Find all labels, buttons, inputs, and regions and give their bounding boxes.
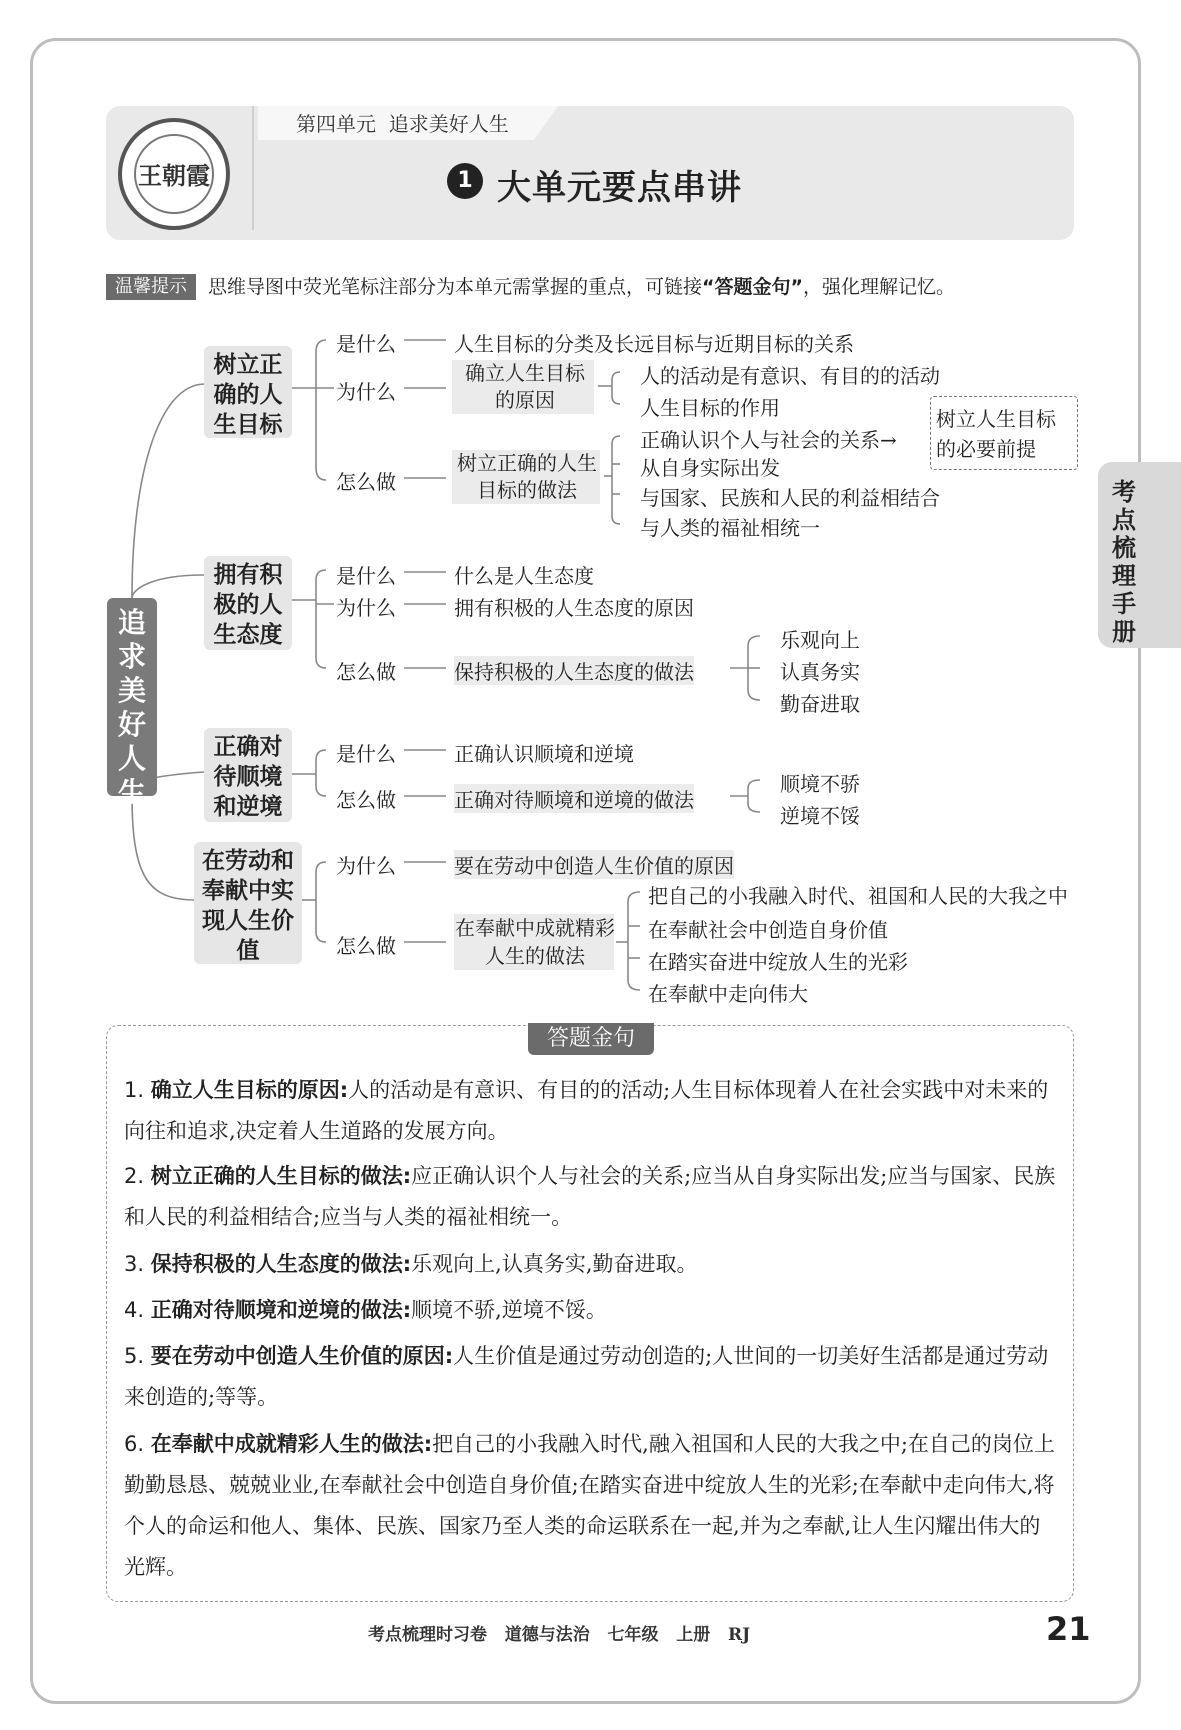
b1-how-item: 从自身实际出发 (640, 456, 780, 480)
b3-how-item: 逆境不馁 (780, 804, 860, 828)
b1-why-text: 确立人生目标的原因 (465, 361, 585, 412)
answer-head: 正确对待顺境和逆境的做法: (150, 1298, 412, 1322)
page-number: 21 (1046, 1610, 1091, 1648)
b1-q-what: 是什么 (336, 332, 396, 356)
b2-why-text: 拥有积极的人生态度的原因 (454, 596, 694, 620)
b2-how-item: 勤奋进取 (780, 692, 860, 716)
b2-how-text: 保持积极的人生态度的做法 (454, 656, 694, 685)
b1-how-item: 与人类的福祉相统一 (640, 516, 820, 540)
b4-how-item: 在踏实奋进中绽放人生的光彩 (648, 950, 908, 974)
answer-head: 树立正确的人生目标的做法: (150, 1164, 412, 1188)
section-number-badge: 1 (447, 163, 483, 199)
b2-q-what: 是什么 (336, 564, 396, 588)
tip-label: 温馨提示 (106, 274, 196, 300)
b3-what-text: 正确认识顺境和逆境 (454, 742, 634, 766)
b1-q-how: 怎么做 (336, 470, 396, 494)
b4-how-item: 把自己的小我融入时代、祖国和人民的大我之中 (648, 884, 1068, 908)
prerequisite-note: 树立人生目标的必要前提 (936, 407, 1056, 461)
b1-why-item: 人的活动是有意识、有目的的活动 (640, 364, 940, 388)
answer-box-title: 答题金句 (528, 1023, 654, 1055)
b3-how-text: 正确对待顺境和逆境的做法 (454, 784, 694, 813)
answer-head: 要在劳动中创造人生价值的原因: (150, 1344, 454, 1368)
b2-q-why: 为什么 (336, 596, 396, 620)
logo-text: 王朝霞 (138, 161, 210, 190)
tip-text-before: 思维导图中荧光笔标注部分为本单元需掌握的重点，可链接 (208, 276, 703, 298)
answer-item (124, 1290, 1059, 1331)
answer-head: 确立人生目标的原因: (150, 1078, 349, 1102)
tip-text-bold: “答题金句” (702, 276, 803, 298)
b3-how-item: 顺境不骄 (780, 772, 860, 796)
answer-num: 4. (124, 1298, 145, 1322)
answer-num: 6. (124, 1432, 145, 1456)
answer-body: 把自己的小我融入时代,融入祖国和人民的大我之中;在自己的岗位上勤勤恳恳、兢兢业业,在奉献社会中创造自身价值;在踏实奋进中绽放人生的光彩;在奉献中走向伟大,将个人的命运和他人、集体、民族、国家乃至人类的命运联系在一起,并为之奉献,让人生闪耀出伟大的光辉。 (124, 1432, 1055, 1579)
b1-how-text: 树立正确的人生目标的做法 (457, 451, 597, 502)
answer-body: 人的活动是有意识、有目的的活动;人生目标体现着人在社会实践中对未来的向往和追求,决定着人生道路的发展方向。 (124, 1078, 1049, 1143)
answer-item (124, 1424, 1059, 1588)
answer-num: 2. (124, 1164, 145, 1188)
b4-how-item: 在奉献中走向伟大 (648, 982, 808, 1006)
answer-body: 顺境不骄,逆境不馁。 (411, 1298, 607, 1322)
answer-item (124, 1070, 1059, 1152)
answer-num: 5. (124, 1344, 145, 1368)
branch-positive-attitude: 拥有积极的人生态度 (204, 556, 292, 650)
b4-how-item: 在奉献社会中创造自身价值 (648, 918, 888, 942)
b2-what-text: 什么是人生态度 (454, 564, 594, 588)
branch-adversity: 正确对待顺境和逆境 (204, 728, 292, 822)
answer-body: 应正确认识个人与社会的关系;应当从自身实际出发;应当与国家、民族和人民的利益相结合;应当与人类的福祉相统一。 (124, 1164, 1056, 1229)
b2-how-item: 认真务实 (780, 660, 860, 684)
answer-item (124, 1156, 1059, 1238)
b3-q-how: 怎么做 (336, 788, 396, 812)
mindmap-root: 追求美好人生 (107, 598, 157, 796)
footer-text: 考点梳理时习卷 道德与法治 七年级 上册 RJ (368, 1625, 751, 1645)
answer-head: 在奉献中成就精彩人生的做法: (150, 1432, 433, 1456)
side-tab-label: 考点梳理手册 (1112, 478, 1136, 646)
b1-what-text: 人生目标的分类及长远目标与近期目标的关系 (454, 332, 854, 356)
b2-q-how: 怎么做 (336, 660, 396, 684)
b4-q-how: 怎么做 (336, 934, 396, 958)
answer-item (124, 1244, 1059, 1285)
b3-q-what: 是什么 (336, 742, 396, 766)
branch-life-value: 在劳动和奉献中实现人生价值 (194, 842, 302, 964)
page-title: 大单元要点串讲 (497, 168, 742, 208)
b1-q-why: 为什么 (336, 380, 396, 404)
b1-how-item: 与国家、民族和人民的利益相结合 (640, 486, 940, 510)
b2-how-item: 乐观向上 (780, 628, 860, 652)
answer-head: 保持积极的人生态度的做法: (150, 1252, 412, 1276)
tip-text-after: ，强化理解记忆。 (803, 276, 956, 298)
b4-how-text: 在奉献中成就精彩人生的做法 (455, 916, 615, 968)
b1-why-item: 人生目标的作用 (640, 396, 780, 420)
branch-life-goal: 树立正确的人生目标 (204, 346, 292, 438)
answer-num: 3. (124, 1252, 145, 1276)
answer-item (124, 1336, 1059, 1418)
answer-body: 乐观向上,认真务实,勤奋进取。 (411, 1252, 698, 1276)
answer-body: 人生价值是通过劳动创造的;人世间的一切美好生活都是通过劳动来创造的;等等。 (124, 1344, 1049, 1409)
b4-q-why: 为什么 (336, 854, 396, 878)
answer-num: 1. (124, 1078, 145, 1102)
b1-how-item: 正确认识个人与社会的关系→ (640, 428, 897, 452)
b4-why-text: 要在劳动中创造人生价值的原因 (454, 850, 734, 879)
unit-label: 第四单元 追求美好人生 (296, 112, 509, 136)
